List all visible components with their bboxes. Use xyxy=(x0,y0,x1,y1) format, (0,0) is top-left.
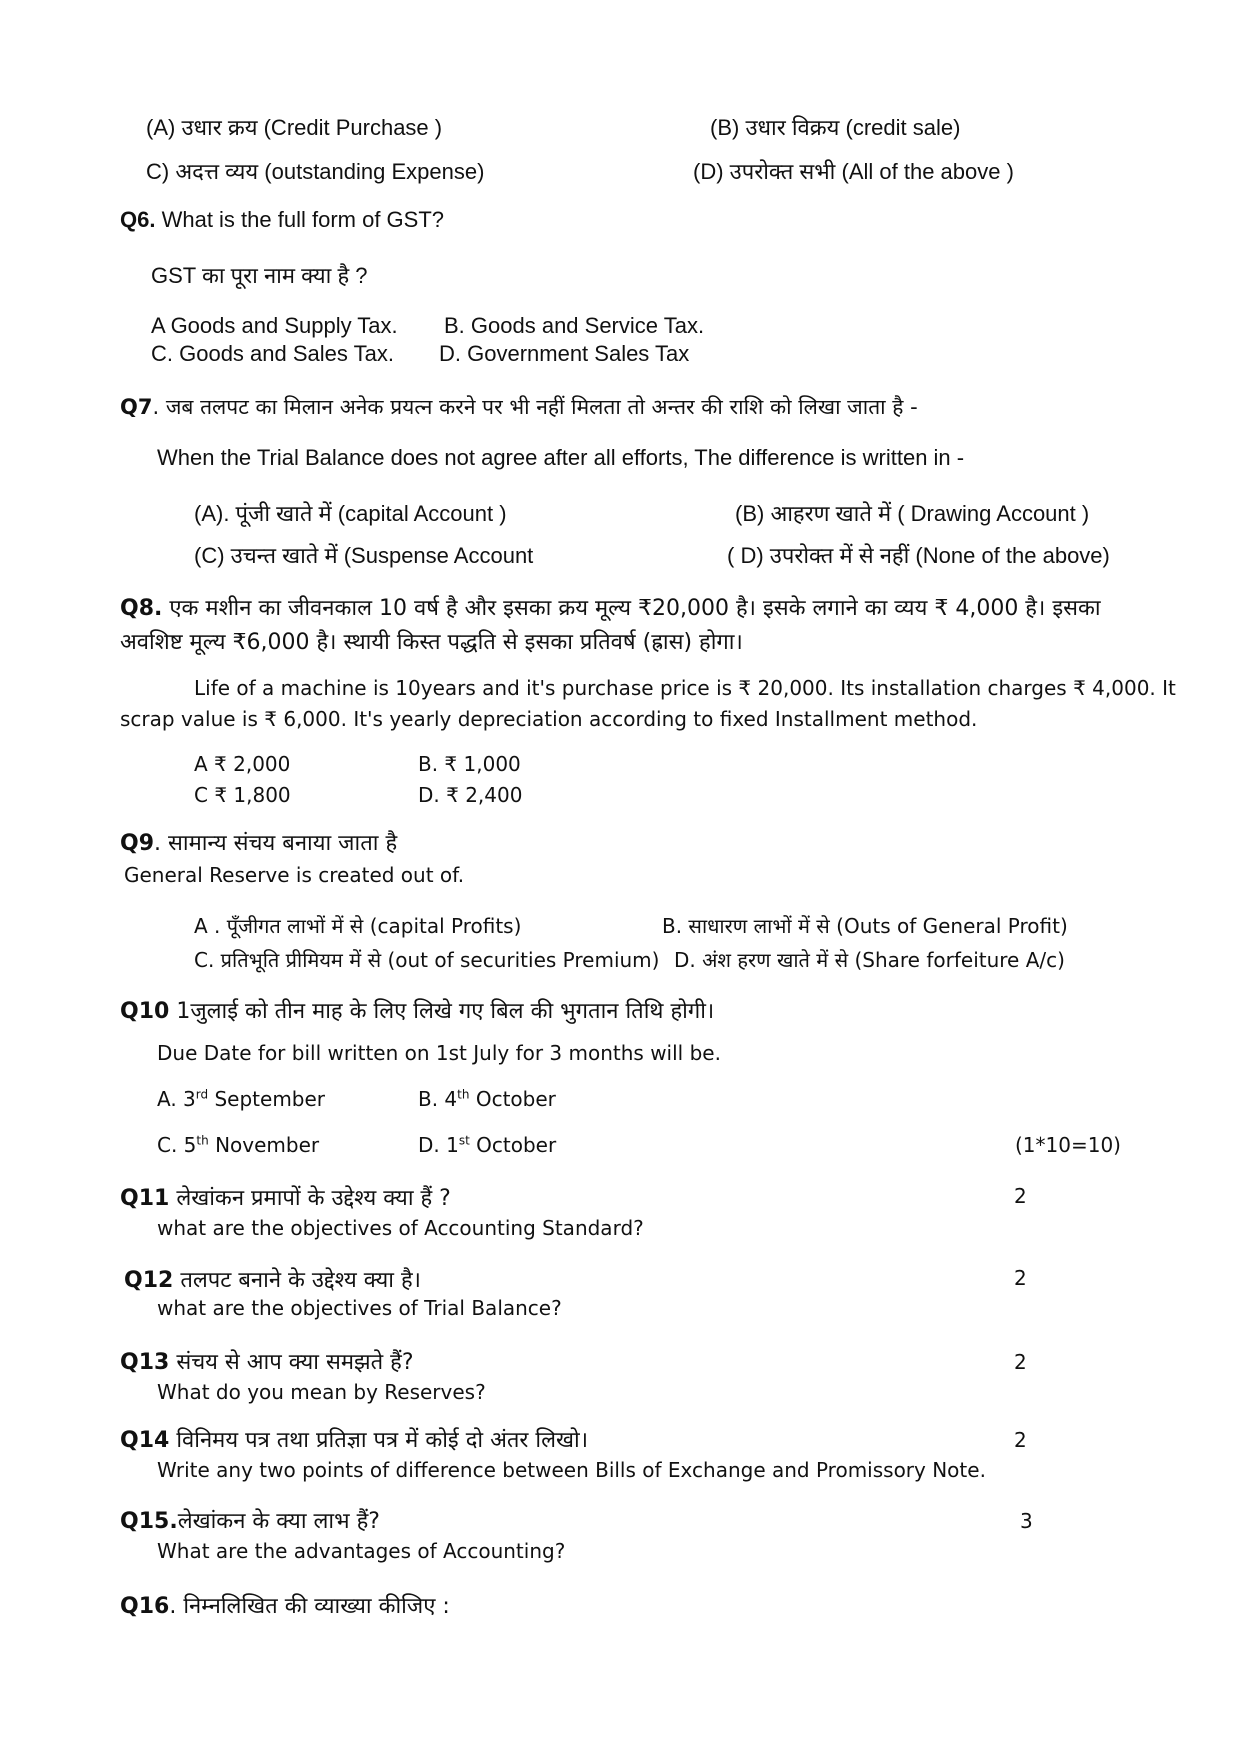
q15-number: Q15. xyxy=(120,1509,178,1534)
q14-marks: 2 xyxy=(1014,1428,1027,1452)
q10-hindi: 1जुलाई को तीन माह के लिए लिखे गए बिल की भुगतान तिथि होगी। xyxy=(169,999,715,1024)
q10-option-a-day: A. 3 xyxy=(157,1087,196,1111)
q11-number: Q11 xyxy=(120,1186,170,1211)
q10-question xyxy=(120,995,714,1025)
q9-hindi: . सामान्य संचय बनाया जाता है xyxy=(154,831,398,856)
q6-option-c: C. Goods and Sales Tax. xyxy=(151,341,394,366)
q5-option-c: C) अदत्त व्यय (outstanding Expense) xyxy=(146,159,485,184)
q9-option-b-english: (Outs of General Profit) xyxy=(836,914,1068,938)
q15-marks: 3 xyxy=(1020,1509,1033,1533)
q8-english-line1: Life of a machine is 10years and it's purchase price is ₹ 20,000. Its installation charges ₹ 4,000. It xyxy=(194,676,1176,700)
q9-number: Q9 xyxy=(120,831,155,856)
q11-hindi: लेखांकन प्रमापों के उद्देश्य क्या हैं ? xyxy=(169,1186,451,1211)
q12-english: what are the objectives of Trial Balance? xyxy=(157,1296,562,1320)
q10-option-d-month: October xyxy=(469,1133,557,1157)
q7-option-a: (A). पूंजी खाते में (capital Account ) xyxy=(194,501,507,526)
q12-number: Q12 xyxy=(124,1268,174,1293)
q15-hindi: लेखांकन के क्या लाभ हैं? xyxy=(177,1509,380,1534)
q8-option-b: B. ₹ 1,000 xyxy=(418,752,521,776)
q13-question xyxy=(120,1346,414,1376)
q8-option-d: D. ₹ 2,400 xyxy=(418,783,523,807)
q10-option-b xyxy=(418,1087,556,1111)
q11-question xyxy=(120,1182,451,1212)
q12-marks: 2 xyxy=(1014,1266,1027,1290)
q9-option-c-hindi: C. प्रतिभूति प्रीमियम में से xyxy=(194,948,388,972)
q9-option-a xyxy=(194,912,521,939)
q12-question xyxy=(124,1264,421,1294)
q7-question xyxy=(120,393,918,421)
q8-question xyxy=(120,592,1101,622)
q6-hindi: GST का पूरा नाम क्या है ? xyxy=(151,263,368,288)
q16-question xyxy=(120,1590,450,1620)
q7-hindi: . जब तलपट का मिलान अनेक प्रयत्न करने पर भी नहीं मिलता तो अन्तर की राशि को लिखा जाता है - xyxy=(152,395,918,419)
q9-option-c-english: (out of securities Premium) xyxy=(387,948,660,972)
q6-option-a: A Goods and Supply Tax. xyxy=(151,313,398,338)
q9-option-a-english: (capital Profits) xyxy=(369,914,522,938)
q10-option-c-suffix: th xyxy=(196,1133,209,1148)
q6-option-b: B. Goods and Service Tax. xyxy=(444,313,705,338)
q13-marks: 2 xyxy=(1014,1350,1027,1374)
q10-option-a-suffix: rd xyxy=(195,1087,209,1102)
q9-english: General Reserve is created out of. xyxy=(124,863,465,887)
q10-option-c-month: November xyxy=(208,1133,320,1157)
q13-hindi: संचय से आप क्या समझते हैं? xyxy=(169,1350,414,1375)
q8-number: Q8. xyxy=(120,596,163,621)
q14-english: Write any two points of difference between Bills of Exchange and Promissory Note. xyxy=(157,1458,986,1482)
q9-option-b-hindi: B. साधारण लाभों में से xyxy=(662,914,837,938)
q9-option-b xyxy=(662,912,1068,939)
q6-question xyxy=(120,207,444,233)
q14-question xyxy=(120,1424,588,1454)
q8-option-c: C ₹ 1,800 xyxy=(194,783,291,807)
q7-option-c: (C) उचन्त खाते में (Suspense Account xyxy=(194,543,534,568)
q5-option-d: (D) उपरोक्त सभी (All of the above ) xyxy=(693,159,1014,184)
q7-english: When the Trial Balance does not agree after all efforts, The difference is written in - xyxy=(157,445,965,470)
q14-number: Q14 xyxy=(120,1428,170,1453)
q10-option-d xyxy=(418,1133,556,1157)
q8-hindi-line1: एक मशीन का जीवनकाल 10 वर्ष है और इसका क्रय मूल्य ₹20,000 है। इसके लगाने का व्यय ₹ 4,000 है। इसका xyxy=(162,596,1101,621)
q10-option-c-day: C. 5 xyxy=(157,1133,197,1157)
q10-english: Due Date for bill written on 1st July for 3 months will be. xyxy=(157,1041,721,1065)
q8-option-a: A ₹ 2,000 xyxy=(194,752,291,776)
q10-option-d-day: D. 1 xyxy=(418,1133,459,1157)
q10-option-d-suffix: st xyxy=(458,1133,470,1148)
q13-number: Q13 xyxy=(120,1350,170,1375)
q9-option-a-hindi: A . पूँजीगत लाभों में से xyxy=(194,914,370,938)
q14-hindi: विनिमय पत्र तथा प्रतिज्ञा पत्र में कोई दो अंतर लिखो। xyxy=(169,1428,589,1453)
q15-english: What are the advantages of Accounting? xyxy=(157,1539,566,1563)
q8-hindi-line2: अवशिष्ट मूल्य ₹6,000 है। स्थायी किस्त पद्धति से इसका प्रतिवर्ष (ह्रास) होगा। xyxy=(120,630,743,655)
q6-text: What is the full form of GST? xyxy=(155,207,445,232)
q12-hindi: तलपट बनाने के उद्देश्य क्या है। xyxy=(173,1268,421,1293)
q10-option-a-month: September xyxy=(208,1087,326,1111)
q9-option-d-english: (Share forfeiture A/c) xyxy=(854,948,1065,972)
q7-option-d: ( D) उपरोक्त में से नहीं (None of the above) xyxy=(727,543,1110,568)
q11-marks: 2 xyxy=(1014,1184,1027,1208)
q10-option-b-day: B. 4 xyxy=(418,1087,458,1111)
q8-english-line2: scrap value is ₹ 6,000. It's yearly depreciation according to fixed Installment method. xyxy=(120,707,978,731)
q10-option-b-month: October xyxy=(469,1087,556,1111)
q15-question xyxy=(120,1505,380,1535)
q5-option-a: (A) उधार क्रय (Credit Purchase ) xyxy=(146,115,443,140)
q9-option-d-hindi: D. अंश हरण खाते में से xyxy=(674,948,855,972)
q16-number: Q16 xyxy=(120,1594,170,1619)
q16-hindi: . निम्नलिखित की व्याख्या कीजिए : xyxy=(169,1594,450,1619)
q10-option-a xyxy=(157,1087,325,1111)
q11-english: what are the objectives of Accounting Standard? xyxy=(157,1216,644,1240)
q9-option-c xyxy=(194,946,659,973)
q6-option-d: D. Government Sales Tax xyxy=(439,341,690,366)
q5-option-b: (B) उधार विक्रय (credit sale) xyxy=(710,115,961,140)
q9-question xyxy=(120,827,397,857)
q6-number: Q6. xyxy=(120,207,156,232)
q10-marks: (1*10=10) xyxy=(1015,1133,1121,1157)
q7-option-b: (B) आहरण खाते में ( Drawing Account ) xyxy=(735,501,1090,526)
q7-number: Q7 xyxy=(120,395,153,419)
q13-english: What do you mean by Reserves? xyxy=(157,1380,486,1404)
q10-number: Q10 xyxy=(120,999,170,1024)
q9-option-d xyxy=(674,946,1065,973)
q10-option-b-suffix: th xyxy=(457,1087,470,1102)
q10-option-c xyxy=(157,1133,319,1157)
